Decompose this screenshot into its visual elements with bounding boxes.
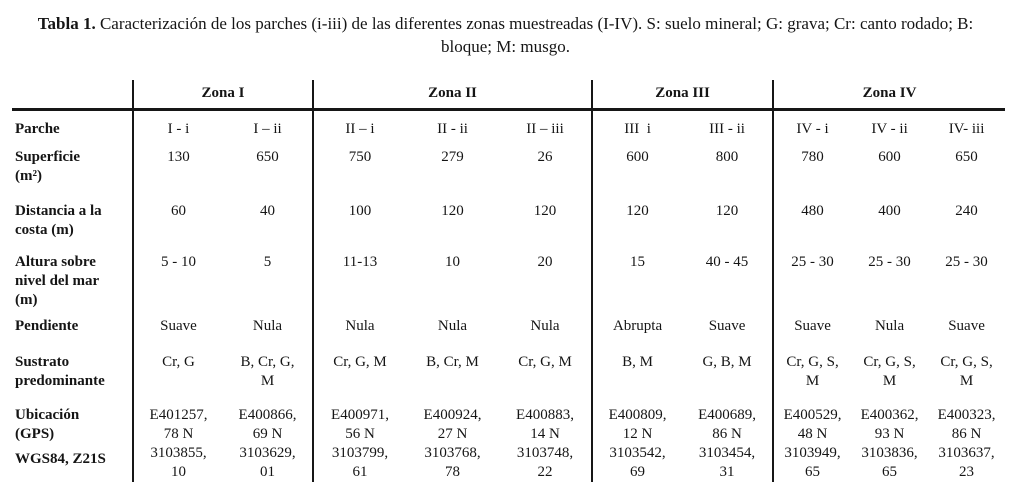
table-cell: Nula	[223, 314, 313, 350]
row-label-superficie	[12, 145, 133, 199]
row-altura	[12, 250, 1005, 314]
table-cell: 100	[348, 202, 372, 219]
table-cell: Cr, G, M	[499, 350, 592, 403]
table-cell: B, M	[622, 353, 653, 370]
table-cell: 120	[682, 199, 773, 250]
row-label-line: WGS84, Z21S	[15, 450, 106, 467]
table-cell: 120	[626, 202, 649, 219]
table-cell: E400362, 93 N 3103836, 65	[860, 406, 919, 480]
table-cell: 480	[801, 202, 824, 219]
row-label-line: Ubicación	[15, 406, 80, 423]
table-cell: 780	[801, 148, 824, 165]
table-cell: Suave	[682, 314, 773, 350]
table-cell: E401257, 78 N 3103855, 10	[149, 406, 208, 480]
table-cell: 40 - 45	[682, 250, 773, 314]
table-cell: Suave	[794, 317, 831, 334]
table-cell: Cr, G, S, M	[863, 353, 916, 389]
row-label-sustrato	[12, 350, 133, 403]
table-cell: Nula	[345, 317, 375, 334]
row-label-line: (m)	[15, 291, 38, 308]
table-cell: IV - i	[796, 120, 829, 137]
row-label-line: nivel del mar	[15, 272, 100, 289]
table-cell: 25 - 30	[945, 253, 988, 270]
table-cell: 5 - 10	[161, 253, 196, 270]
table-cell: Abrupta	[612, 317, 663, 334]
table-cell: 240	[955, 202, 978, 219]
row-distancia	[12, 199, 1005, 250]
table-cell: II – i	[345, 120, 375, 137]
row-label-line: Superficie	[15, 148, 80, 165]
data-table	[12, 80, 1005, 482]
table-cell: 60	[171, 202, 186, 219]
table-cell: Suave	[160, 317, 197, 334]
table-cell: 5	[223, 250, 313, 314]
table-cell: 40	[223, 199, 313, 250]
table-cell: 130	[167, 148, 190, 165]
row-label-ubicacion	[12, 403, 133, 482]
row-label-distancia	[12, 199, 133, 250]
table-cell: Suave	[948, 317, 985, 334]
table-cell: Cr, G, S, M	[786, 353, 839, 389]
table-cell: Cr, G, M	[333, 353, 387, 370]
table-cell: 120	[441, 202, 464, 219]
table-cell: B, Cr, M	[426, 353, 479, 370]
table-cell: 279	[441, 148, 464, 165]
table-cell: E400971, 56 N 3103799, 61	[331, 406, 389, 480]
table-cell: Cr, G	[162, 353, 195, 370]
table-cell: 600	[626, 148, 649, 165]
table-cell: IV - ii	[871, 120, 908, 137]
table-cell: 120	[499, 199, 592, 250]
table-cell: 25 - 30	[791, 253, 834, 270]
row-sustrato	[12, 350, 1005, 403]
table-cell: 15	[630, 253, 646, 270]
row-label-line: Distancia a la	[15, 202, 102, 219]
table-caption	[24, 13, 988, 59]
table-cell: 800	[682, 145, 773, 199]
table-cell: I – ii	[223, 109, 313, 145]
table-cell: E400529, 48 N 3103949, 65	[783, 406, 842, 480]
table-cell: 10	[445, 253, 460, 270]
table-cell: I - i	[167, 120, 190, 137]
zone-header-zona-4: Zona IV	[773, 80, 1005, 110]
table-cell: 26	[499, 145, 592, 199]
caption-number: Tabla 1.	[37, 14, 96, 33]
row-label-line: Altura sobre	[15, 253, 96, 270]
row-label-pendiente: Pendiente	[12, 314, 133, 350]
table-cell: E400866, 69 N 3103629, 01	[223, 403, 313, 482]
table-cell: Nula	[499, 314, 592, 350]
table-cell: Nula	[874, 317, 905, 334]
table-cell: 600	[878, 148, 901, 165]
table-cell: II - ii	[437, 120, 468, 137]
table-cell: II – iii	[499, 109, 592, 145]
row-label-line: costa (m)	[15, 221, 74, 238]
row-ubicacion-gps	[12, 403, 1005, 482]
table-cell: E400883, 14 N 3103748, 22	[499, 403, 592, 482]
row-superficie	[12, 145, 1005, 199]
zone-header-row	[12, 80, 1005, 110]
zone-header-zona-3: Zona III	[592, 80, 773, 110]
row-label-altura	[12, 250, 133, 314]
table-cell: Cr, G, S, M	[940, 353, 993, 389]
table-cell: E400689, 86 N 3103454, 31	[682, 403, 773, 482]
table-cell: 11-13	[342, 253, 378, 270]
row-pendiente	[12, 314, 1005, 350]
table-cell: IV- iii	[948, 120, 985, 137]
table-cell: III i	[624, 120, 651, 137]
table-cell: 20	[499, 250, 592, 314]
table-cell: 750	[348, 148, 372, 165]
table-cell: III - ii	[682, 109, 773, 145]
row-label-line: predominante	[15, 372, 105, 389]
zone-header-zona-2: Zona II	[313, 80, 592, 110]
table-cell: 400	[878, 202, 901, 219]
table-cell: 650	[223, 145, 313, 199]
table-cell: Nula	[437, 317, 468, 334]
caption-text: Caracterización de los parches (i-iii) de las diferentes zonas muestreadas (I-IV). S: suelo mineral; G: grava; Cr: canto rodado; B: bloque; M: musgo.	[95, 14, 974, 56]
row-label-line: (m²)	[15, 167, 42, 184]
table-cell: B, Cr, G, M	[223, 350, 313, 403]
table-cell: 650	[955, 148, 978, 165]
table-cell: E400323, 86 N 3103637, 23	[937, 406, 996, 480]
table-cell: G, B, M	[682, 350, 773, 403]
table-cell: E400809, 12 N 3103542, 69	[608, 406, 667, 480]
row-parche	[12, 109, 1005, 145]
row-label-parche: Parche	[12, 109, 133, 145]
row-label-line: (GPS)	[15, 425, 55, 442]
corner-cell	[12, 80, 133, 110]
table-cell: 25 - 30	[868, 253, 911, 270]
table-cell: E400924, 27 N 3103768, 78	[423, 406, 482, 480]
row-label-line: Sustrato	[15, 353, 70, 370]
zone-header-zona-1: Zona I	[133, 80, 313, 110]
